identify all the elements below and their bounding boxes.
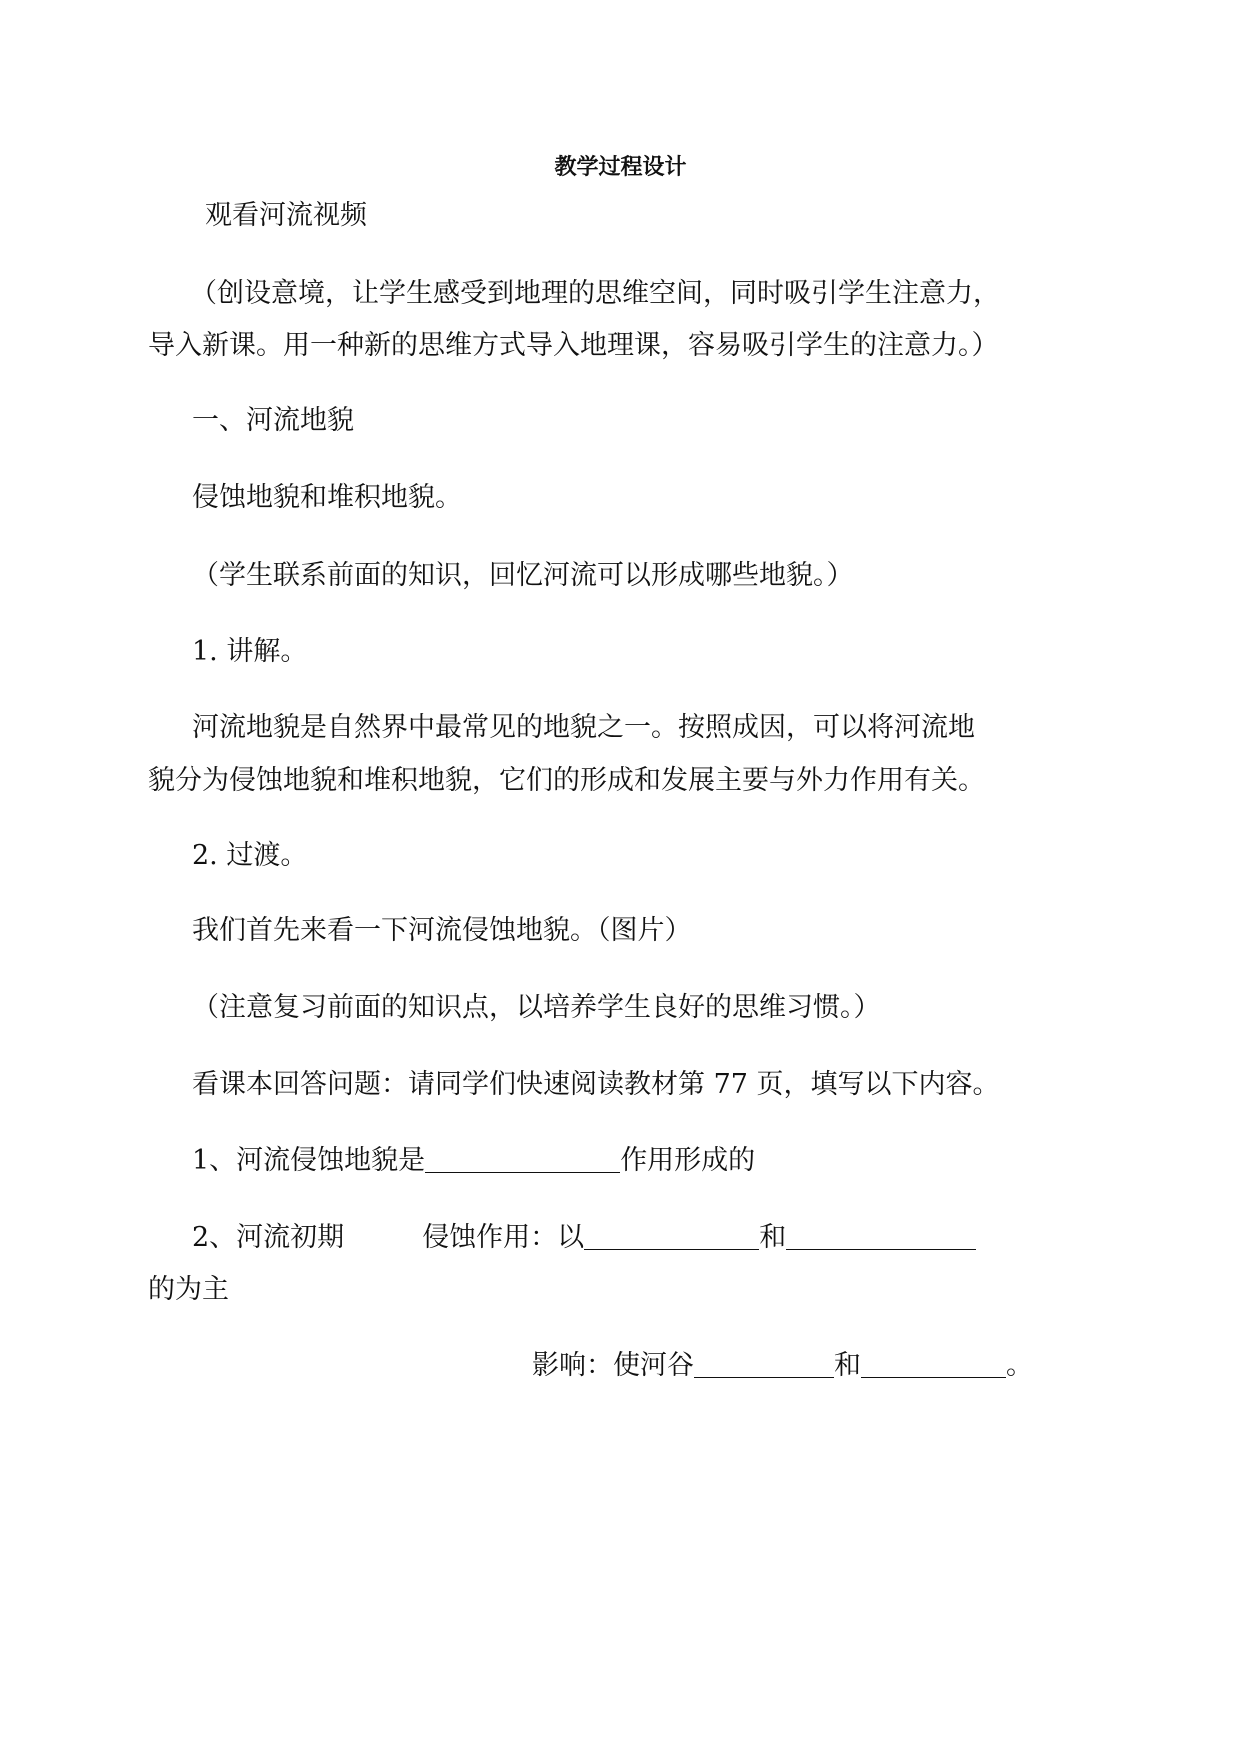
- answer-blank[interactable]: [861, 1347, 1006, 1378]
- question-1: [192, 1133, 755, 1189]
- answer-blank[interactable]: [584, 1219, 759, 1250]
- paragraph: 1. 讲解。: [192, 636, 308, 667]
- section-heading: 一、河流地貌: [192, 405, 354, 436]
- question-label: 2、河流初期: [192, 1222, 345, 1253]
- paragraph: 我们首先来看一下河流侵蚀地貌。（图片）: [192, 915, 692, 946]
- question-text: 侵蚀作用：以: [422, 1222, 585, 1253]
- question-2: [192, 1210, 976, 1266]
- paragraph: 看课本回答问题：请同学们快速阅读教材第 77 页，填写以下内容。: [192, 1069, 1000, 1100]
- question-3: [532, 1338, 1033, 1394]
- question-text: 和: [834, 1350, 861, 1381]
- question-2-continued: 的为主: [148, 1274, 229, 1305]
- question-text: 影响：使河谷: [532, 1350, 694, 1381]
- question-text: 作用形成的: [620, 1145, 756, 1176]
- paragraph: （注意复习前面的知识点，以培养学生良好的思维习惯。）: [192, 992, 881, 1023]
- page-title: 教学过程设计: [554, 155, 687, 180]
- paragraph: （学生联系前面的知识，回忆河流可以形成哪些地貌。）: [192, 560, 854, 591]
- question-text: 1、河流侵蚀地貌是: [192, 1145, 426, 1176]
- question-text: 。: [1006, 1350, 1033, 1381]
- paragraph: （创设意境，让学生感受到地理的思维空间，同时吸引学生注意力，: [190, 278, 1000, 309]
- answer-blank[interactable]: [425, 1142, 620, 1173]
- answer-blank[interactable]: [786, 1219, 976, 1250]
- paragraph: 观看河流视频: [205, 200, 367, 231]
- paragraph: 侵蚀地貌和堆积地貌。: [192, 482, 462, 513]
- paragraph: 貌分为侵蚀地貌和堆积地貌，它们的形成和发展主要与外力作用有关。: [148, 765, 985, 796]
- paragraph: 2. 过渡。: [192, 840, 308, 871]
- paragraph: 河流地貌是自然界中最常见的地貌之一。按照成因，可以将河流地: [192, 712, 975, 743]
- answer-blank[interactable]: [694, 1347, 834, 1378]
- paragraph: 导入新课。用一种新的思维方式导入地理课，容易吸引学生的注意力。）: [148, 330, 999, 361]
- question-text: 和: [759, 1222, 787, 1253]
